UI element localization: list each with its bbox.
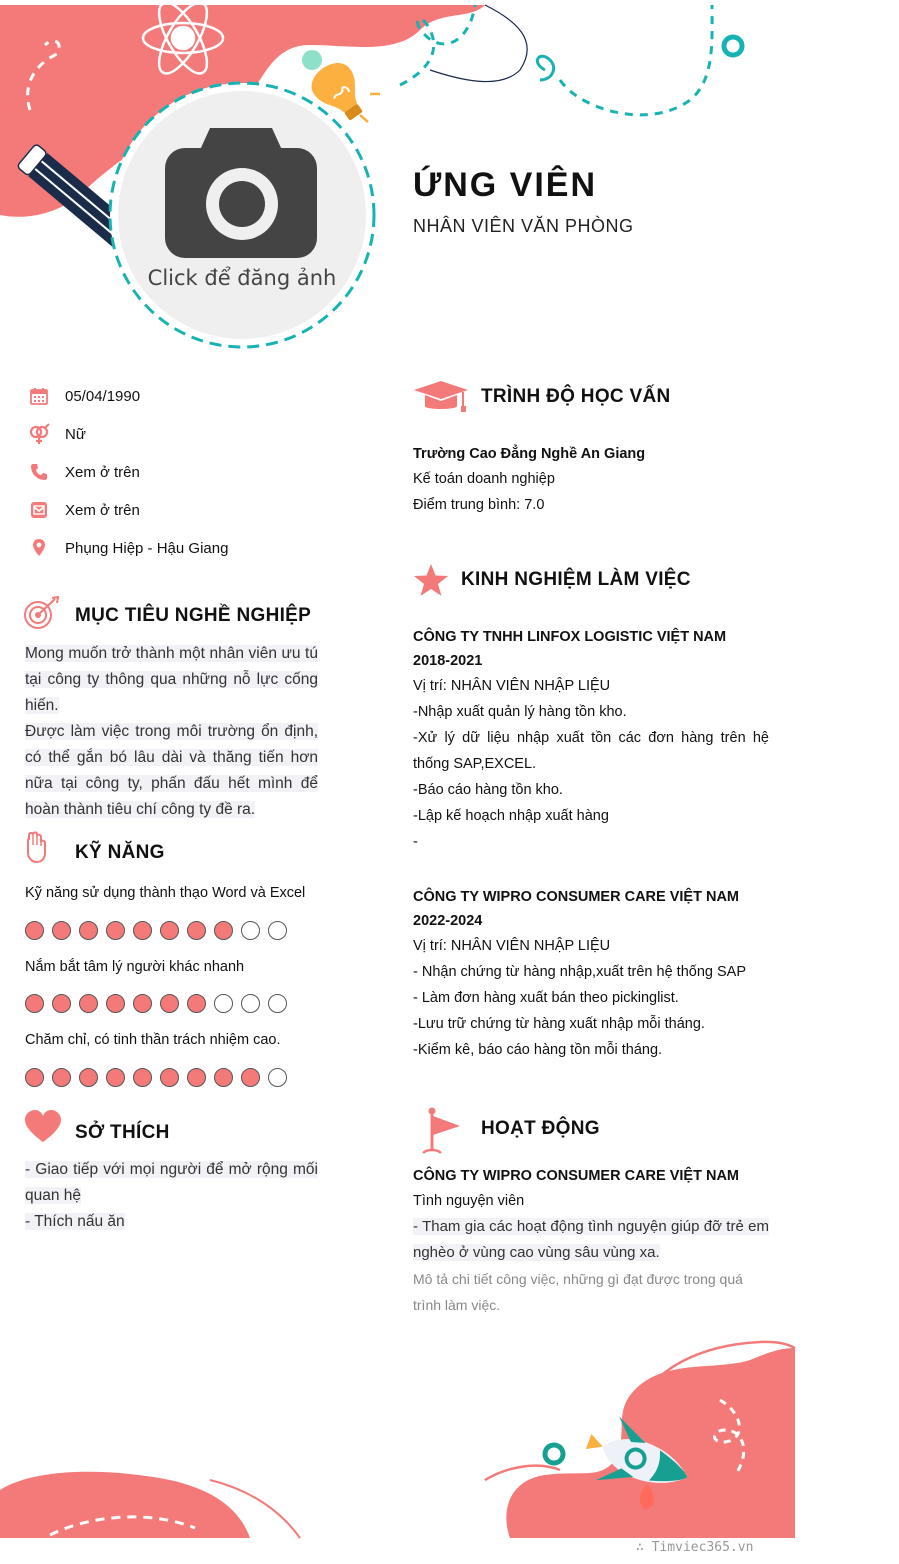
skill-dot-filled[interactable] (214, 921, 233, 940)
task-line: -Kiểm kê, báo cáo hàng tồn mỗi tháng. (413, 1042, 663, 1058)
skill-dot-filled[interactable] (25, 921, 44, 940)
info-birthday (28, 384, 140, 408)
skill-dot-empty[interactable] (214, 994, 233, 1013)
skill-dot-filled[interactable] (52, 1068, 71, 1087)
gender-value[interactable]: Nữ (65, 425, 86, 443)
heart-icon (24, 1110, 62, 1144)
skill-dot-filled[interactable] (52, 921, 71, 940)
job-tasks (413, 699, 769, 855)
watermark: ∴ Timviec365.vn (636, 1540, 754, 1555)
skill-dot-empty[interactable] (268, 921, 287, 940)
skill-dot-filled[interactable] (106, 994, 125, 1013)
hobby-line-1: - Giao tiếp với mọi người để mở rộng mối quan hệ (25, 1161, 318, 1204)
task-line: -Lập kế hoạch nhập xuất hàng (413, 808, 609, 824)
activity-description[interactable] (413, 1214, 769, 1266)
objective-title: MỤC TIÊU NGHỀ NGHIỆP (75, 605, 312, 626)
email-value[interactable]: Xem ở trên (65, 501, 140, 519)
education-gpa[interactable]: Điểm trung bình: 7.0 (413, 497, 545, 513)
footer-decoration (0, 1330, 899, 1564)
skill-dot-empty[interactable] (268, 1068, 287, 1087)
star-icon (413, 563, 449, 597)
info-address (28, 536, 228, 560)
phone-icon (28, 461, 50, 483)
skill-dot-filled[interactable] (214, 1068, 233, 1087)
education-major[interactable]: Kế toán doanh nghiệp (413, 471, 555, 487)
skill-dot-filled[interactable] (25, 1068, 44, 1087)
skill-label-3[interactable]: Chăm chỉ, có tinh thần trách nhiệm cao. (25, 1032, 281, 1048)
objective-text[interactable] (25, 641, 318, 823)
calendar-icon (28, 385, 50, 407)
activity-desc-text: - Tham gia các hoạt động tình nguyện giúp đỡ trẻ em nghèo ở vùng cao vùng sâu vùng xa. (413, 1218, 769, 1261)
skill-dot-filled[interactable] (241, 1068, 260, 1087)
skill-dot-empty[interactable] (241, 994, 260, 1013)
job-period: 2018-2021 (413, 653, 483, 669)
skill-dot-empty[interactable] (241, 921, 260, 940)
education-title: TRÌNH ĐỘ HỌC VẤN (481, 386, 671, 407)
skill-dot-filled[interactable] (106, 921, 125, 940)
activity-placeholder[interactable]: Mô tả chi tiết công việc, những gì đạt được trong quá trình làm việc. (413, 1271, 743, 1313)
education-school[interactable]: Trường Cao Đẳng Nghề An Giang (413, 446, 646, 462)
skill-label-2[interactable]: Nắm bắt tâm lý người khác nhanh (25, 959, 245, 975)
hobbies-text[interactable] (25, 1157, 318, 1235)
skill-dot-filled[interactable] (79, 921, 98, 940)
skill-dot-filled[interactable] (160, 921, 179, 940)
email-icon (28, 499, 50, 521)
task-line: -Báo cáo hàng tồn kho. (413, 782, 563, 798)
activity-role[interactable]: Tình nguyện viên (413, 1193, 525, 1209)
job-period: 2022-2024 (413, 913, 483, 929)
task-line: -Xử lý dữ liệu nhập xuất tồn các đơn hàng trên hệ thống SAP,EXCEL. (413, 730, 769, 772)
info-gender (28, 422, 86, 446)
skill-label-1[interactable]: Kỹ năng sử dụng thành thạo Word và Excel (25, 885, 306, 901)
task-line: - Nhận chứng từ hàng nhập,xuất trên hệ thống SAP (413, 964, 746, 980)
birthday-value[interactable]: 05/04/1990 (65, 387, 141, 405)
location-pin-icon (28, 537, 50, 559)
task-line: -Nhập xuất quản lý hàng tồn kho. (413, 704, 627, 720)
activity-org[interactable]: CÔNG TY WIPRO CONSUMER CARE VIỆT NAM (413, 1168, 739, 1184)
candidate-name[interactable]: ỨNG VIÊN (413, 166, 598, 204)
skill-dot-filled[interactable] (25, 994, 44, 1013)
job-position: Vị trí: NHÂN VIÊN NHẬP LIỆU (413, 678, 611, 694)
skill-rating-3[interactable] (25, 1068, 287, 1087)
skill-dot-filled[interactable] (79, 1068, 98, 1087)
graduation-cap-icon (413, 380, 469, 414)
job-position: Vị trí: NHÂN VIÊN NHẬP LIỆU (413, 938, 611, 954)
skill-dot-filled[interactable] (187, 994, 206, 1013)
job-company: CÔNG TY TNHH LINFOX LOGISTIC VIỆT NAM (413, 629, 727, 645)
skill-dot-empty[interactable] (268, 994, 287, 1013)
skill-dot-filled[interactable] (187, 1068, 206, 1087)
skill-dot-filled[interactable] (160, 1068, 179, 1087)
address-value[interactable]: Phụng Hiệp - Hậu Giang (65, 539, 229, 557)
skills-title: KỸ NĂNG (75, 842, 165, 863)
hobbies-title: SỞ THÍCH (75, 1122, 170, 1143)
candidate-position[interactable]: NHÂN VIÊN VĂN PHÒNG (413, 216, 634, 236)
skill-dot-filled[interactable] (133, 994, 152, 1013)
skill-rating-2[interactable] (25, 994, 287, 1013)
flag-icon (422, 1107, 464, 1155)
phone-value[interactable]: Xem ở trên (65, 463, 140, 481)
photo-label: Click để đăng ảnh (147, 266, 337, 290)
skill-dot-filled[interactable] (133, 921, 152, 940)
fist-icon (24, 831, 48, 863)
experience-title: KINH NGHIỆM LÀM VIỆC (461, 569, 691, 590)
hobby-line-2: - Thích nấu ăn (25, 1213, 125, 1230)
task-line: - (413, 834, 418, 850)
objective-line-2: Được làm việc trong môi trường ổn định, có thể gắn bó lâu dài và thăng tiến hơn nữa tại công ty, phấn đấu hết mình để hoàn thành tiêu chí công ty đề ra. (25, 723, 318, 818)
upload-photo-button[interactable] (118, 90, 366, 338)
info-phone (28, 460, 140, 484)
job-company: CÔNG TY WIPRO CONSUMER CARE VIỆT NAM (413, 889, 739, 905)
skill-rating-1[interactable] (25, 921, 287, 940)
task-line: - Làm đơn hàng xuất bán theo pickinglist. (413, 990, 679, 1006)
activities-title: HOẠT ĐỘNG (481, 1118, 600, 1139)
skill-dot-filled[interactable] (160, 994, 179, 1013)
info-email (28, 498, 140, 522)
task-line: -Lưu trữ chứng từ hàng xuất nhập mỗi tháng. (413, 1016, 705, 1032)
gender-icon (28, 423, 50, 445)
skill-dot-filled[interactable] (187, 921, 206, 940)
skill-dot-filled[interactable] (79, 994, 98, 1013)
job-tasks (413, 959, 769, 1063)
skill-dot-filled[interactable] (106, 1068, 125, 1087)
objective-line-1: Mong muốn trở thành một nhân viên ưu tú tại công ty thông qua những nỗ lực cống hiến. (25, 645, 318, 714)
skill-dot-filled[interactable] (52, 994, 71, 1013)
target-icon (22, 596, 60, 630)
skill-dot-filled[interactable] (133, 1068, 152, 1087)
